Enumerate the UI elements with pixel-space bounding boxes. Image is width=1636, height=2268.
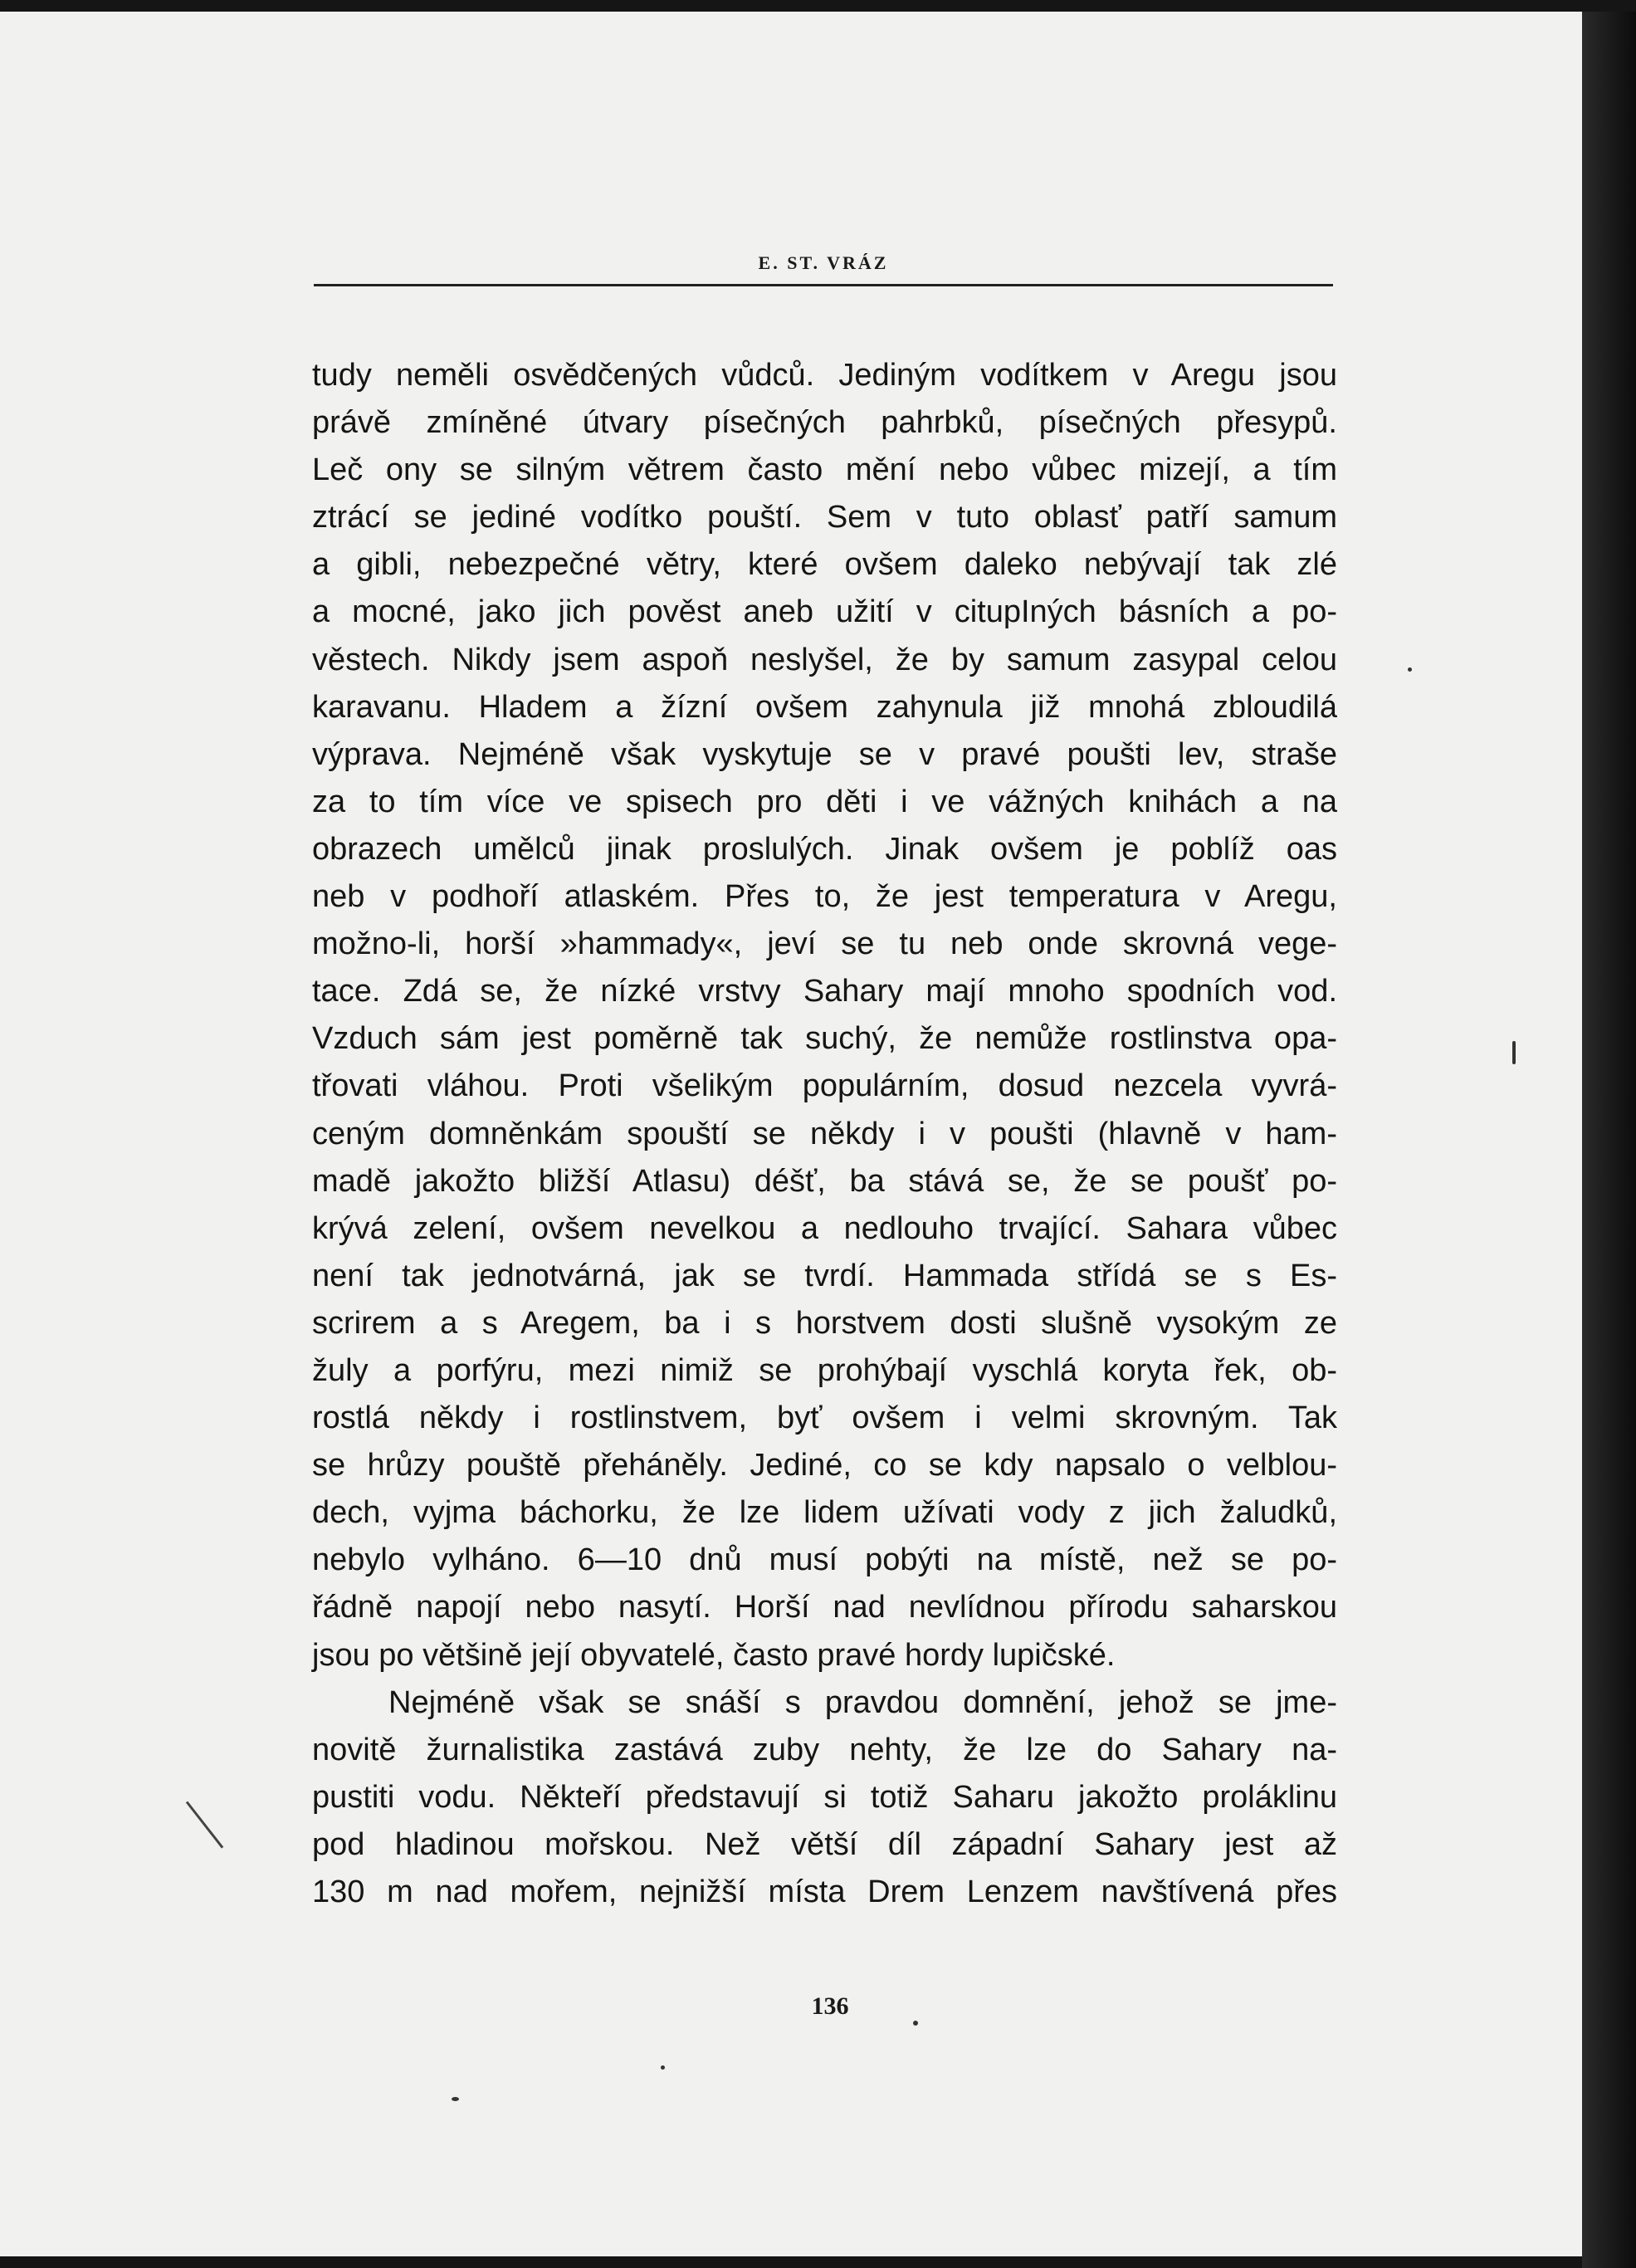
dust-speck [1512,1041,1516,1064]
text-line: třovati vláhou. Proti všelikým populárním, dosud nezcela vyvrá- [312,1068,1337,1104]
text-line: výprava. Nejméně však vyskytuje se v pravé poušti lev, straše [312,736,1337,772]
pencil-mark [186,1801,223,1849]
text-line: tace. Zdá se, že nízké vrstvy Sahary mají mnoho spodních vod. [312,974,1337,1009]
paragraph-end-line: jsou po většině její obyvatelé, často pravé hordy lupičské. [312,1637,1116,1673]
text-line: nebylo vylháno. 6—10 dnů musí pobýti na místě, než se po- [312,1542,1337,1578]
text-line: není tak jednotvárná, jak se tvrdí. Hammada střídá se s Es- [312,1258,1337,1293]
text-line: řádně napojí nebo nasytí. Horší nad nevlídnou přírodu saharskou [312,1590,1337,1625]
text-line: pod hladinou mořskou. Než větší díl západní Sahary jest až [312,1826,1337,1862]
dust-speck [452,2097,459,2101]
text-line: právě zmíněné útvary písečných pahrbků, písečných přesypů. [312,405,1337,441]
paragraph-start-line: Nejméně však se snáší s pravdou domnění, jehož se jme- [388,1684,1337,1720]
text-line: možno-li, horší »hammady«, jeví se tu neb onde skrovná vege- [312,926,1337,962]
header-rule [314,284,1333,286]
text-line: a gibli, nebezpečné větry, které ovšem daleko nebývají tak zlé [312,547,1337,583]
text-line: karavanu. Hladem a žízní ovšem zahynula již mnohá zbloudilá [312,689,1337,725]
text-line: novitě žurnalistika zastává zuby nehty, že lze do Sahary na- [312,1732,1337,1767]
text-line: rostlá někdy i rostlinstvem, byť ovšem i velmi skrovným. Tak [312,1400,1337,1436]
dust-speck [661,2065,665,2070]
text-line: 130 m nad mořem, nejnižší místa Drem Lenzem navštívená přes [312,1875,1337,1909]
text-line: se hrůzy pouště přeháněly. Jediné, co se kdy napsalo o velblou- [312,1448,1337,1483]
text-line: za to tím více ve spisech pro děti i ve vážných knihách a na [312,784,1337,819]
running-header: E. ST. VRÁZ [758,252,889,273]
text-line: scrirem a s Aregem, ba i s horstvem dosti slušně vysokým ze [312,1305,1337,1341]
text-line: Vzduch sám jest poměrně tak suchý, že nemůže rostlinstva opa- [312,1021,1337,1057]
page-number: 136 [811,1992,849,2020]
text-line: Leč ony se silným větrem často mění nebo vůbec mizejí, a tím [312,452,1337,488]
text-line: věstech. Nikdy jsem aspoň neslyšel, že by samum zasypal celou [312,642,1337,677]
text-line: dech, vyjma báchorku, že lze lidem užívati vody z jich žaludků, [312,1495,1337,1531]
text-line: neb v podhoří atlaském. Přes to, že jest temperatura v Aregu, [312,879,1337,915]
text-line: ztrácí se jediné vodítko pouští. Sem v tuto oblasť patří samum [312,500,1337,535]
text-line: tudy neměli osvědčených vůdců. Jediným vodítkem v Aregu jsou [312,358,1337,393]
text-line: a mocné, jako jich pověst aneb užití v citupIných básních a po- [312,594,1337,630]
dust-speck [1408,667,1412,672]
text-line: ceným domněnkám spouští se někdy i v poušti (hlavně v ham- [312,1116,1337,1151]
body-text [312,352,1337,1916]
text-line: madě jakožto bližší Atlasu) déšť, ba stává se, že se poušť po- [312,1163,1337,1199]
dust-speck [913,2021,918,2026]
page-edge-shadow [1582,12,1636,2268]
text-line: krývá zelení, ovšem nevelkou a nedlouho trvající. Sahara vůbec [312,1210,1337,1246]
text-line: pustiti vodu. Někteří představují si totiž Saharu jakožto proláklinu [312,1779,1337,1815]
text-line: obrazech umělců jinak proslulých. Jinak ovšem je poblíž oas [312,831,1337,867]
text-line: žuly a porfýru, mezi nimiž se prohýbají vyschlá koryta řek, ob- [312,1352,1337,1388]
book-page [0,12,1582,2256]
